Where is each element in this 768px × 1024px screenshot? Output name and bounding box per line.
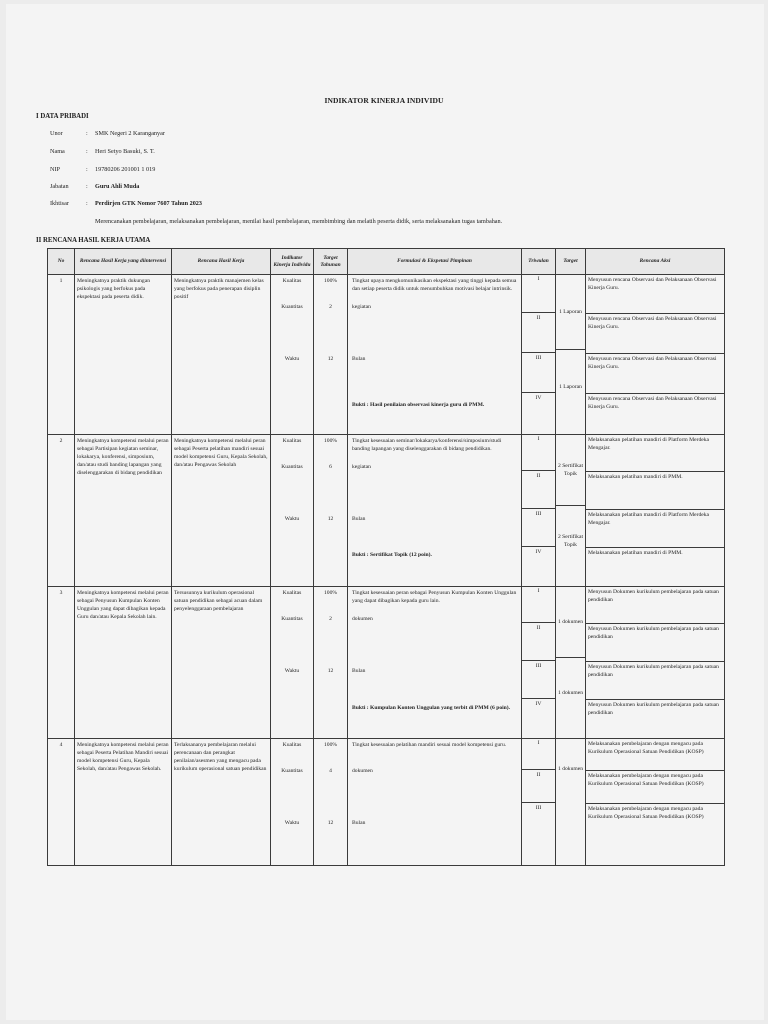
indikator-label: Kuantitas bbox=[281, 463, 303, 470]
nama-label: Nama bbox=[50, 148, 65, 155]
rencana-aksi-item: Melaksanakan pelatihan mandiri di Platform Merdeka Mengajar. bbox=[586, 509, 724, 547]
target-tahunan-value: 6 bbox=[329, 463, 332, 470]
triwulan-cell: IV bbox=[522, 698, 555, 736]
unor-label: Unor bbox=[50, 130, 63, 137]
formulasi-text: Bulan bbox=[352, 819, 366, 826]
triwulan-column bbox=[522, 435, 556, 587]
rencana-aksi-item: Melaksanakan pelatihan mandiri di Platform Merdeka Mengajar. bbox=[588, 437, 710, 452]
intervensi-cell: Meningkatnya kompetensi melalui peran sebagai Partisipan kegiatan seminar, lokakarya, konferensi, simposium, dan/atau studi banding lapangan yang diselenggarakan di bidang pendidikan bbox=[75, 435, 172, 587]
target-tahunan-value: 12 bbox=[327, 355, 334, 362]
triwulan-cell: I bbox=[537, 436, 540, 442]
formulasi-text: Tingkat kesesuaian peran sebagai Penyusun Kumpulan Konten Unggulan yang dapat dibagikan kepada guru lain. bbox=[352, 589, 517, 604]
table-row bbox=[48, 739, 725, 866]
target-triwulan-value: 2 Sertifikat Topik bbox=[556, 505, 585, 576]
formulasi-text: Bulan bbox=[352, 667, 366, 674]
formulasi-text: kegiatan bbox=[352, 463, 371, 470]
rencana-aksi-item: Menyusun Dokumen kurikulum pembelajaran pada satuan pendidikan bbox=[586, 623, 724, 661]
target-triwulan-value: 1 dokumen bbox=[558, 765, 584, 772]
formulasi-cell bbox=[348, 739, 522, 866]
row-number: 4 bbox=[48, 739, 75, 866]
rencana-aksi-column bbox=[586, 739, 725, 866]
header-formulasi: Formulasi & Ekspetasi Pimpinan bbox=[348, 249, 522, 275]
target-triwulan-value: 1 dokumen bbox=[558, 618, 584, 625]
header-rhk: Rencana Hasil Kerja bbox=[172, 249, 271, 275]
formulasi-text: dokumen bbox=[352, 767, 373, 774]
triwulan-cell: IV bbox=[522, 392, 555, 432]
indikator-label: Kualitas bbox=[282, 589, 302, 596]
indikator-cell bbox=[271, 275, 314, 435]
triwulan-cell: IV bbox=[522, 546, 555, 584]
target-tahunan-value: 2 bbox=[329, 303, 332, 310]
triwulan-cell: I bbox=[537, 276, 540, 282]
indikator-label: Kuantitas bbox=[281, 767, 303, 774]
triwulan-cell: III bbox=[522, 660, 555, 698]
target-tahunan-value: 12 bbox=[327, 667, 334, 674]
nip-value: 19780206 201001 1 019 bbox=[95, 166, 156, 173]
triwulan-cell: III bbox=[522, 352, 555, 392]
row-number: 3 bbox=[48, 587, 75, 739]
rencana-aksi-item: Menyusun Dokumen kurikulum pembelajaran pada satuan pendidikan bbox=[586, 699, 724, 737]
rencana-aksi-item: Menyusun rencana Observasi dan Pelaksanaan Observasi Kinerja Guru. bbox=[588, 277, 717, 292]
header-indikator: Indikator Kinerja Individu bbox=[271, 249, 314, 275]
bukti-text: Bukti : Hasil penilaian observasi kinerja guru di PMM. bbox=[352, 401, 485, 408]
indikator-cell bbox=[271, 435, 314, 587]
formulasi-text: Tingkat upaya mengkomunikasikan ekspektasi yang tinggi kepada semua dan setiap peserta didik untuk menumbuhkan motivasi belajar intrinsik. bbox=[352, 277, 517, 292]
triwulan-cell: II bbox=[522, 312, 555, 352]
header-target: Target bbox=[556, 249, 586, 275]
rencana-aksi-item: Melaksanakan pembelajaran dengan mengacu pada Kurikulum Operasional Satuan Pendidikan (KOSP) bbox=[586, 770, 724, 803]
indikator-label: Waktu bbox=[284, 819, 300, 826]
section-data-pribadi: I DATA PRIBADI bbox=[36, 113, 89, 120]
target-tahunan-value: 4 bbox=[329, 767, 332, 774]
rencana-aksi-item: Melaksanakan pembelajaran dengan mengacu pada Kurikulum Operasional Satuan Pendidikan (KOSP) bbox=[586, 803, 724, 836]
ikhtisar-label: Ikhtisar bbox=[50, 200, 69, 207]
section-rencana-hasil-kerja: II RENCANA HASIL KERJA UTAMA bbox=[36, 237, 151, 244]
rhk-cell: Meningkatnya kompetensi melalui peran sebagai Peserta pelatihan mandiri sesuai model kompetensi Guru, Kepala Sekolah, dan/atau Pengawas Sekolah bbox=[172, 435, 271, 587]
rencana-aksi-item: Melaksanakan pelatihan mandiri di PMM. bbox=[586, 547, 724, 585]
target-tahunan-value: 2 bbox=[329, 615, 332, 622]
triwulan-column bbox=[522, 739, 556, 866]
formulasi-text: Tingkat kesesuaian seminar/lokakarya/konferensi/simposium/studi banding lapangan yang diselenggarakan di bidang pendidikan. bbox=[352, 437, 502, 452]
rencana-aksi-item: Menyusun rencana Observasi dan Pelaksanaan Observasi Kinerja Guru. bbox=[586, 353, 724, 393]
triwulan-column bbox=[522, 587, 556, 739]
target-triwulan-value: 2 Sertifikat Topik bbox=[558, 462, 584, 477]
indikator-cell bbox=[271, 587, 314, 739]
nama-value: Heri Setyo Basuki, S. T. bbox=[95, 148, 155, 155]
indikator-label: Waktu bbox=[284, 667, 300, 674]
target-column bbox=[556, 739, 586, 866]
target-triwulan-value: 1 dokumen bbox=[556, 657, 585, 728]
rhk-table bbox=[47, 248, 725, 866]
intervensi-cell: Meningkatnya kompetensi melalui peran sebagai Penyusun Kumpulan Konten Unggulan yang dapat dibagikan kepada Guru dan/atau Kepala Sekolah lain. bbox=[75, 587, 172, 739]
triwulan-column bbox=[522, 275, 556, 435]
rhk-cell: Tersusunnya kurikulum operasional satuan pendidikan sebagai acuan dalam penyelenggaraan pembelajaran bbox=[172, 587, 271, 739]
rhk-cell: Terlaksananya pembelajaran melalui perencanaan dan perangkat penilaian/asesmen yang mengacu pada kurikulum operasional satuan pendidikan bbox=[172, 739, 271, 866]
bukti-text: Bukti : Kumpulan Konten Unggulan yang terbit di PMM (6 poin). bbox=[352, 704, 511, 711]
target-tahunan-value: 100% bbox=[323, 741, 338, 748]
formulasi-text: Bulan bbox=[352, 515, 366, 522]
intervensi-cell: Meningkatnya kompetensi melalui peran sebagai Peserta Pelatihan Mandiri sesuai model kompetensi Guru, Kepala Sekolah, dan/atau Pengawas Sekolah. bbox=[75, 739, 172, 866]
rencana-aksi-item: Menyusun Dokumen kurikulum pembelajaran pada satuan pendidikan bbox=[586, 661, 724, 699]
target-triwulan-value: 1 Laporan bbox=[556, 349, 585, 424]
triwulan-cell: III bbox=[522, 802, 555, 835]
rhk-cell: Meningkatnya praktik manajemen kelas yang berfokus pada penerapan disiplin positif bbox=[172, 275, 271, 435]
target-tahunan-cell bbox=[314, 435, 348, 587]
target-tahunan-value: 100% bbox=[323, 277, 338, 284]
triwulan-cell: III bbox=[522, 508, 555, 546]
rencana-aksi-item: Menyusun Dokumen kurikulum pembelajaran pada satuan pendidikan bbox=[588, 589, 719, 604]
triwulan-cell: II bbox=[522, 622, 555, 660]
header-intervensi: Rencana Hasil Kerja yang diintervensi bbox=[75, 249, 172, 275]
row-number: 2 bbox=[48, 435, 75, 587]
triwulan-cell: I bbox=[537, 740, 540, 746]
indikator-label: Waktu bbox=[284, 515, 300, 522]
formulasi-cell bbox=[348, 435, 522, 587]
triwulan-cell: I bbox=[537, 588, 540, 594]
rencana-aksi-column bbox=[586, 587, 725, 739]
target-tahunan-cell bbox=[314, 587, 348, 739]
formulasi-text: Tingkat kesesuaian pelatihan mandiri sesuai model kompetensi guru. bbox=[352, 741, 507, 748]
indikator-label: Kuantitas bbox=[281, 615, 303, 622]
table-row bbox=[48, 275, 725, 435]
rencana-aksi-item: Melaksanakan pembelajaran dengan mengacu pada Kurikulum Operasional Satuan Pendidikan (KOSP) bbox=[588, 741, 704, 756]
bukti-text: Bukti : Sertifikat Topik (12 poin). bbox=[352, 551, 432, 558]
formulasi-text: dokumen bbox=[352, 615, 373, 622]
target-tahunan-value: 12 bbox=[327, 515, 334, 522]
jabatan-value: Guru Ahli Muda bbox=[95, 183, 140, 190]
triwulan-cell: II bbox=[522, 470, 555, 508]
header-rencana-aksi: Rencana Aksi bbox=[586, 249, 725, 275]
jabatan-label: Jabatan bbox=[50, 183, 69, 190]
header-target-tahunan: Target Tahunan bbox=[314, 249, 348, 275]
unor-value: SMK Negeri 2 Karanganyar bbox=[95, 130, 165, 137]
row-number: 1 bbox=[48, 275, 75, 435]
target-triwulan-value: 1 Laporan bbox=[559, 308, 582, 315]
target-column bbox=[556, 275, 586, 435]
formulasi-text: Bulan bbox=[352, 355, 366, 362]
target-tahunan-value: 12 bbox=[327, 819, 334, 826]
ikhtisar-tugas: Merencanakan pembelajaran, melaksanakan pembelajaran, menilai hasil pembelajaran, membimbing dan melatih peserta didik, serta melaksanakan tugas tambahan. bbox=[95, 218, 503, 225]
target-column bbox=[556, 435, 586, 587]
target-tahunan-value: 100% bbox=[323, 437, 338, 444]
rencana-aksi-column bbox=[586, 435, 725, 587]
ikhtisar-value: Perdirjen GTK Nomor 7607 Tahun 2023 bbox=[95, 200, 202, 207]
target-tahunan-value: 100% bbox=[323, 589, 338, 596]
indikator-label: Waktu bbox=[284, 355, 300, 362]
target-column bbox=[556, 587, 586, 739]
indikator-label: Kuantitas bbox=[281, 303, 303, 310]
formulasi-text: kegiatan bbox=[352, 303, 371, 310]
rencana-aksi-item: Menyusun rencana Observasi dan Pelaksanaan Observasi Kinerja Guru. bbox=[586, 313, 724, 353]
table-row bbox=[48, 587, 725, 739]
rencana-aksi-item: Melaksanakan pelatihan mandiri di PMM. bbox=[586, 471, 724, 509]
rencana-aksi-column bbox=[586, 275, 725, 435]
indikator-cell bbox=[271, 739, 314, 866]
formulasi-cell bbox=[348, 275, 522, 435]
triwulan-cell: II bbox=[522, 769, 555, 802]
table-header-row bbox=[48, 249, 725, 275]
header-triwulan: Triwulan bbox=[522, 249, 556, 275]
target-tahunan-cell bbox=[314, 739, 348, 866]
intervensi-cell: Meningkatnya praktik dukungan psikologis yang berfokus pada ekspektasi pada peserta didik. bbox=[75, 275, 172, 435]
indikator-label: Kualitas bbox=[282, 277, 302, 284]
table-row bbox=[48, 435, 725, 587]
indikator-label: Kualitas bbox=[282, 741, 302, 748]
nip-label: NIP bbox=[50, 166, 60, 173]
rencana-aksi-item: Menyusun rencana Observasi dan Pelaksanaan Observasi Kinerja Guru. bbox=[586, 393, 724, 433]
indikator-label: Kualitas bbox=[282, 437, 302, 444]
document-title: INDIKATOR KINERJA INDIVIDU bbox=[324, 96, 444, 105]
header-no: No bbox=[48, 249, 75, 275]
formulasi-cell bbox=[348, 587, 522, 739]
target-tahunan-cell bbox=[314, 275, 348, 435]
